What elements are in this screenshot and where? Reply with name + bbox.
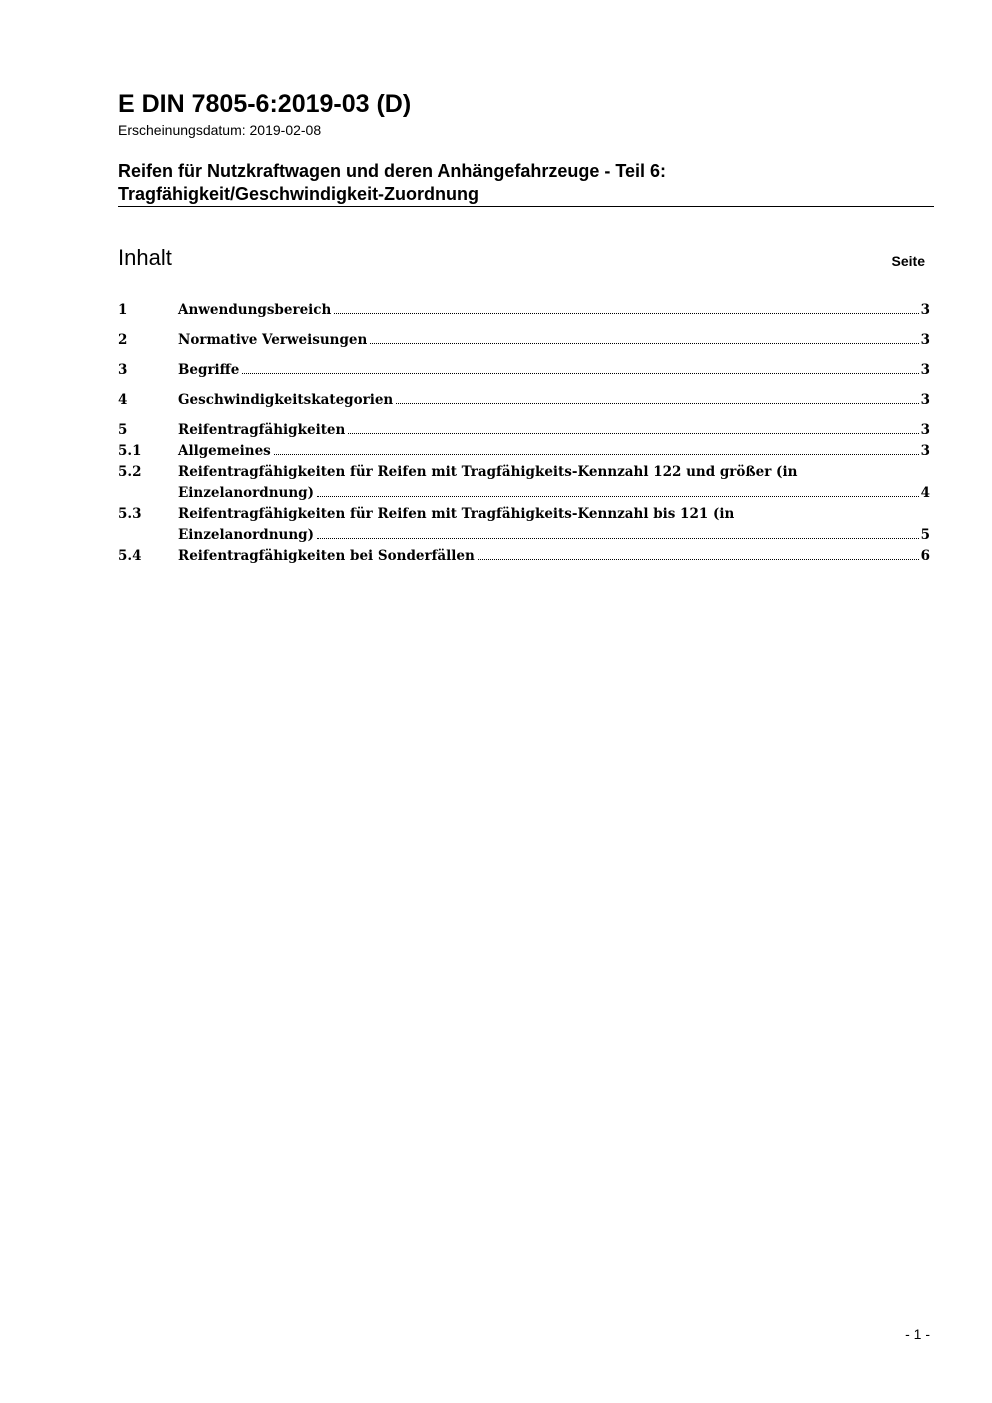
toc-leader-dots	[242, 373, 918, 374]
toc-entry-title[interactable]: Reifentragfähigkeiten für Reifen mit Tragfähigkeits-Kennzahl 122 und größer (in	[178, 464, 798, 480]
toc-entry-page[interactable]: 5	[920, 527, 930, 543]
toc-leader-dots	[317, 496, 919, 497]
toc-leader-dots	[478, 559, 919, 560]
toc-entry-title[interactable]: Normative Verweisungen	[178, 332, 368, 348]
toc-leader-dots	[334, 313, 918, 314]
toc-entry[interactable]	[118, 504, 930, 546]
toc-entry[interactable]	[118, 330, 930, 351]
toc-entry-number: 5	[118, 422, 128, 438]
toc-entry-title[interactable]: Reifentragfähigkeiten	[178, 422, 346, 438]
publication-date: Erscheinungsdatum: 2019-02-08	[118, 122, 322, 138]
toc-entry-number: 5.1	[118, 443, 142, 459]
toc-entry-number: 5.4	[118, 548, 142, 564]
document-title-line: Tragfähigkeit/Geschwindigkeit-Zuordnung	[118, 184, 480, 204]
toc-entry-page[interactable]: 3	[920, 422, 930, 438]
toc-entry-number: 2	[118, 332, 128, 348]
toc-entry-page[interactable]: 3	[920, 443, 930, 459]
toc-entry-number: 5.2	[118, 464, 142, 480]
toc-entry[interactable]	[118, 546, 930, 567]
toc-entry-title[interactable]: Geschwindigkeitskategorien	[178, 392, 394, 408]
toc-leader-dots	[274, 454, 919, 455]
toc-entry[interactable]	[118, 441, 930, 462]
toc-entry-number: 1	[118, 302, 128, 318]
document-title-line: Reifen für Nutzkraftwagen und deren Anhängefahrzeuge - Teil 6:	[118, 161, 667, 181]
toc-entry-number: 3	[118, 362, 128, 378]
toc-leader-dots	[370, 343, 918, 344]
toc-entry-number: 5.3	[118, 506, 142, 522]
toc-entry[interactable]	[118, 462, 930, 504]
toc-leader-dots	[348, 433, 918, 434]
toc-entry-title-continued[interactable]: Einzelanordnung)	[178, 527, 315, 543]
toc-leader-dots	[396, 403, 918, 404]
toc-entry-title-continued[interactable]: Einzelanordnung)	[178, 485, 315, 501]
table-of-contents	[118, 300, 930, 567]
document-id: E DIN 7805-6:2019-03 (D)	[118, 90, 412, 118]
toc-entry[interactable]	[118, 420, 930, 441]
toc-entry-number: 4	[118, 392, 128, 408]
title-divider	[118, 206, 934, 207]
toc-entry-title[interactable]: Allgemeines	[178, 443, 271, 459]
toc-entry-page[interactable]: 3	[920, 302, 930, 318]
toc-entry-page[interactable]: 3	[920, 332, 930, 348]
toc-entry-title[interactable]: Anwendungsbereich	[178, 302, 332, 318]
toc-entry-title[interactable]: Begriffe	[178, 362, 240, 378]
toc-entry-page[interactable]: 3	[920, 362, 930, 378]
toc-entry-title[interactable]: Reifentragfähigkeiten bei Sonderfällen	[178, 548, 475, 564]
page-number: - 1 -	[905, 1326, 930, 1342]
toc-entry-title[interactable]: Reifentragfähigkeiten für Reifen mit Tragfähigkeits-Kennzahl bis 121 (in	[178, 506, 735, 522]
toc-entry-page[interactable]: 6	[920, 548, 930, 564]
toc-leader-dots	[317, 538, 919, 539]
toc-entry-page[interactable]: 4	[920, 485, 930, 501]
document-title	[118, 160, 933, 206]
toc-entry[interactable]	[118, 300, 930, 321]
toc-entry[interactable]	[118, 390, 930, 411]
toc-heading: Inhalt	[118, 245, 172, 270]
page-column-label: Seite	[891, 253, 925, 269]
toc-entry-page[interactable]: 3	[920, 392, 930, 408]
toc-entry[interactable]	[118, 360, 930, 381]
